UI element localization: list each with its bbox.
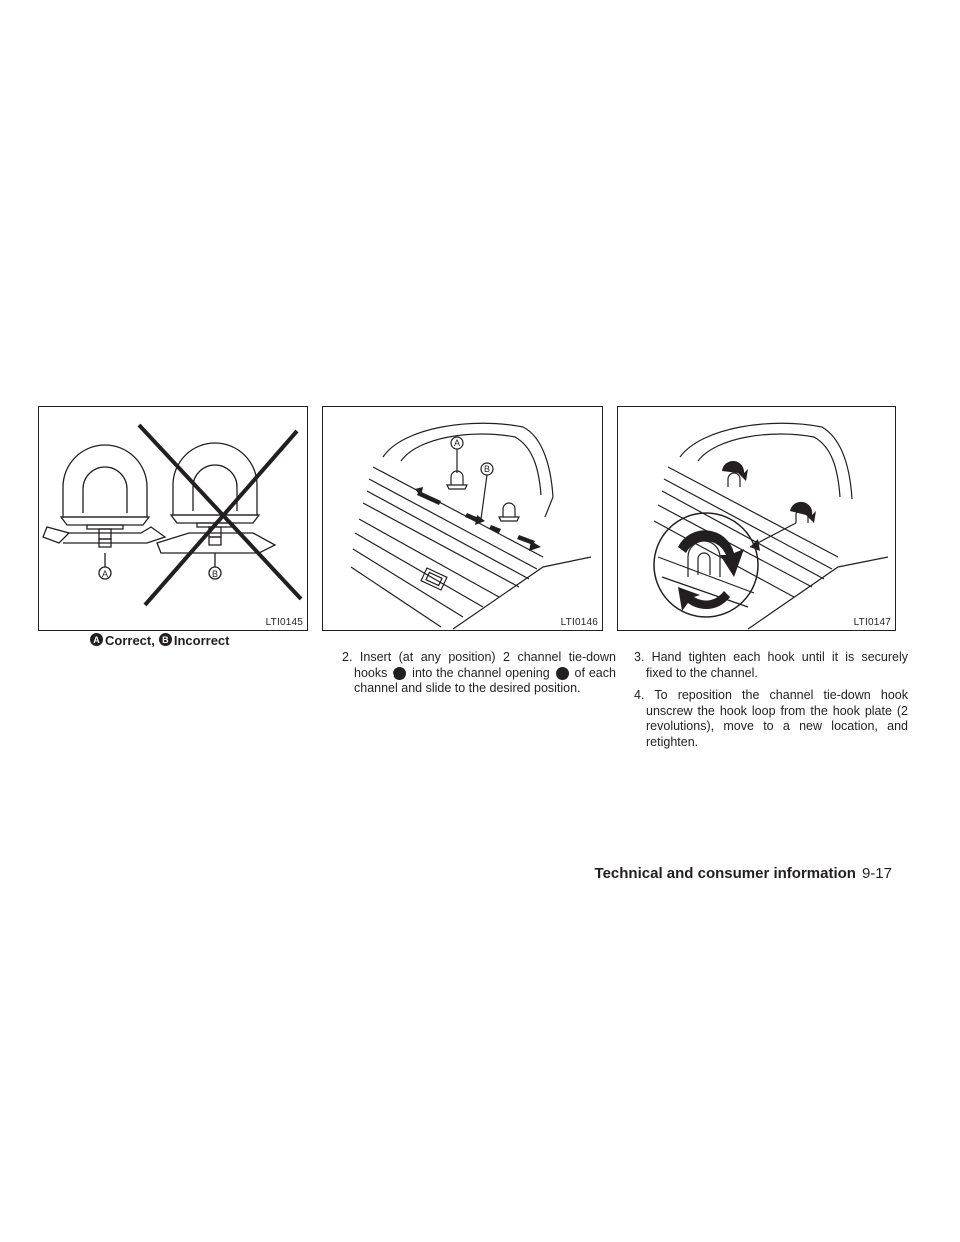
step-4: 4. To reposition the channel tie-down hook unscrew the hook loop from the hook plate (2 revolutions), move to a new location, and retighten. — [634, 688, 908, 749]
page-number: 9-17 — [861, 865, 892, 882]
step-2-text-end: of each channel and slide to the desired position. — [354, 665, 616, 695]
step-2-text-middle: into the channel opening — [412, 665, 550, 680]
hook-tighten-illustration — [618, 407, 896, 631]
hook-comparison-illustration — [39, 407, 308, 631]
label-a: A — [453, 438, 461, 448]
channel-insert-illustration — [323, 407, 603, 631]
caption-incorrect: Incorrect — [173, 633, 230, 648]
figure-caption — [88, 633, 230, 648]
badge-a: A — [90, 633, 103, 646]
figure-code: LTI0146 — [560, 617, 598, 628]
badge-b: B — [556, 667, 569, 680]
figure-insert-hooks — [322, 406, 603, 631]
label-a: A — [101, 569, 109, 579]
caption-correct: Correct, — [105, 633, 155, 648]
step-3: 3. Hand tighten each hook until it is securely fixed to the channel. — [634, 650, 908, 680]
footer-section-title: Technical and consumer information — [594, 865, 856, 882]
figure-code: LTI0145 — [265, 617, 303, 628]
label-b: B — [483, 464, 491, 474]
badge-b: B — [159, 633, 172, 646]
figure-correct-incorrect — [38, 406, 308, 631]
figure-tighten-hooks — [617, 406, 896, 631]
badge-a: A — [393, 667, 406, 680]
label-b: B — [211, 569, 219, 579]
figure-code: LTI0147 — [853, 617, 891, 628]
step-2 — [342, 650, 616, 697]
step-2-text-start: 2. Insert (at any position) 2 channel tie-down hooks — [342, 650, 616, 680]
page-footer — [595, 865, 892, 882]
